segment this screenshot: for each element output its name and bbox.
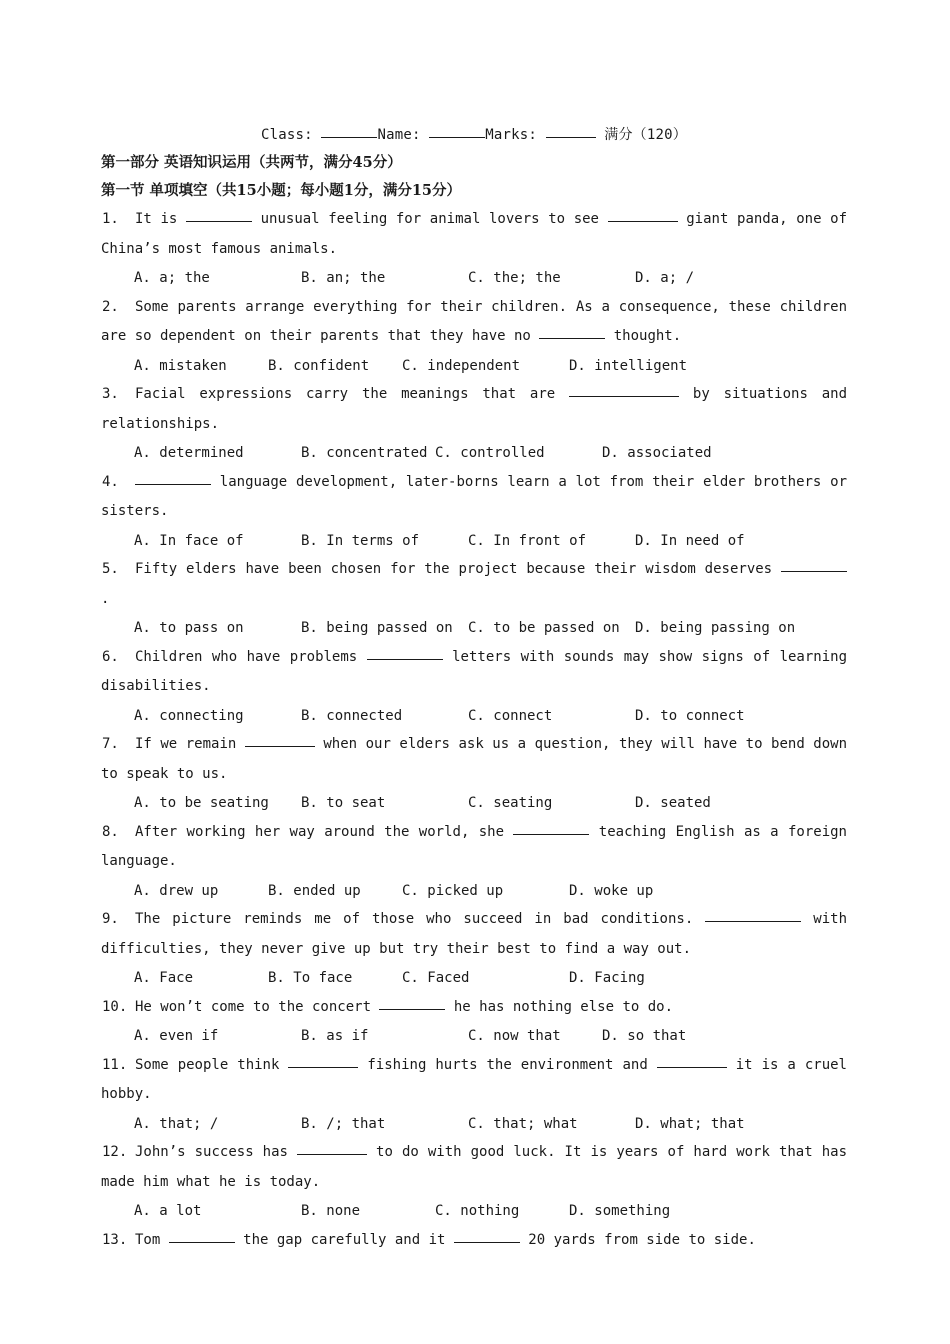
option-b[interactable]: B. concentrated — [301, 445, 428, 461]
question — [101, 555, 847, 614]
question — [101, 468, 847, 527]
option-c[interactable]: C. In front of — [468, 532, 587, 549]
answer-options — [101, 1110, 847, 1139]
answer-options — [101, 439, 847, 468]
option-d[interactable]: D. something — [569, 1203, 671, 1219]
option-d[interactable]: D. being passing on — [635, 620, 796, 636]
question-text: It is — [135, 211, 186, 227]
option-d[interactable]: D. to connect — [635, 707, 745, 724]
question-number: 10. — [102, 998, 128, 1015]
option-b[interactable]: B. as if — [301, 1028, 369, 1044]
answer-options — [101, 1197, 847, 1226]
part1-title: 第一部分 英语知识运用（共两节，满分45分） — [101, 154, 402, 171]
question-text: letters with sounds may show signs of learning disabilities. — [101, 648, 847, 694]
question-text: Some parents arrange everything for their children. As a consequence, these children are so dependent on their parents that they have no — [101, 298, 847, 344]
question-text: giant panda, one of China’s most famous animals. — [101, 211, 847, 257]
answer-blank — [608, 220, 678, 222]
question-number: 2. — [102, 298, 119, 315]
class-blank — [321, 136, 377, 138]
class-label: Class: — [261, 127, 322, 143]
answer-blank — [454, 1241, 520, 1243]
question-text: teaching English as a foreign language. — [101, 823, 847, 869]
option-a[interactable]: A. to be seating — [134, 795, 269, 811]
question-number: 11. — [102, 1056, 128, 1073]
option-a[interactable]: A. a lot — [134, 1203, 202, 1219]
option-b[interactable]: B. connected — [301, 707, 403, 724]
answer-blank — [288, 1066, 358, 1068]
option-b[interactable]: B. confident — [268, 357, 370, 374]
question-text: fishing hurts the environment and — [358, 1056, 657, 1073]
question-text: John’s success has — [135, 1144, 297, 1160]
question-text: thought. — [605, 328, 682, 344]
question-text: Fifty elders have been chosen for the project because their wisdom deserves — [135, 561, 781, 577]
question — [101, 818, 847, 877]
question-text: by situations and relationships. — [101, 386, 848, 432]
question-text: After working her way around the world, she — [135, 823, 514, 840]
question-text: Facial expressions carry the meanings that are — [135, 386, 570, 402]
option-a[interactable]: A. Face — [134, 970, 194, 986]
option-d[interactable]: D. seated — [635, 795, 711, 811]
answer-blank — [169, 1241, 235, 1243]
marks-label: Marks: — [485, 127, 546, 143]
question-number: 7. — [102, 736, 119, 752]
question-text: If we remain — [135, 736, 245, 752]
answer-blank — [245, 745, 315, 747]
option-a[interactable]: A. drew up — [134, 882, 219, 899]
option-d[interactable]: D. Facing — [569, 970, 645, 986]
option-b[interactable]: B. ended up — [268, 882, 361, 899]
question-text: when our elders ask us a question, they will have to bend down to speak to us. — [101, 736, 847, 782]
section1-title: 第一节 单项填空（共15小题；每小题1分，满分15分） — [101, 182, 461, 199]
question-text: . — [101, 590, 110, 607]
name-blank — [429, 136, 485, 138]
option-d[interactable]: D. In need of — [635, 532, 745, 549]
question-text: he has nothing else to do. — [445, 998, 674, 1015]
answer-options — [101, 789, 847, 818]
answer-options — [101, 264, 847, 293]
question-number: 5. — [102, 561, 119, 577]
answer-blank — [705, 920, 801, 922]
answer-options — [101, 614, 847, 643]
option-c[interactable]: C. the; the — [468, 270, 561, 286]
option-a[interactable]: A. determined — [134, 445, 244, 461]
option-b[interactable]: B. to seat — [301, 795, 386, 811]
option-c[interactable]: C. to be passed on — [468, 620, 620, 636]
option-b[interactable]: B. none — [301, 1203, 361, 1219]
option-b[interactable]: B. an; the — [301, 270, 386, 286]
option-c[interactable]: C. now that — [468, 1028, 561, 1044]
answer-options — [101, 352, 847, 381]
option-b[interactable]: B. /; that — [301, 1115, 386, 1132]
header-line — [101, 125, 847, 145]
option-a[interactable]: A. that; / — [134, 1115, 219, 1132]
question-text: 20 yards from side to side. — [519, 1231, 756, 1248]
question-text: it is a cruel hobby. — [101, 1056, 847, 1102]
option-c[interactable]: C. that; what — [468, 1115, 578, 1132]
question-text: He won’t come to the concert — [135, 998, 380, 1015]
question-text: unusual feeling for animal lovers to see — [251, 211, 608, 227]
question-text: language development, later-borns learn a lot from their elder brothers or sisters. — [101, 473, 847, 519]
question-text: Children who have problems — [135, 648, 367, 665]
option-b[interactable]: B. To face — [268, 970, 353, 986]
question — [101, 730, 847, 789]
question — [101, 643, 847, 702]
full-marks: 满分（120） — [604, 127, 687, 143]
option-a[interactable]: A. connecting — [134, 707, 244, 724]
answer-blank — [539, 337, 605, 339]
option-a[interactable]: A. to pass on — [134, 620, 244, 636]
option-d[interactable]: D. intelligent — [569, 357, 688, 374]
option-a[interactable]: A. even if — [134, 1028, 219, 1044]
option-b[interactable]: B. being passed on — [301, 620, 453, 636]
option-a[interactable]: A. a; the — [134, 270, 210, 286]
answer-blank — [186, 220, 252, 222]
option-a[interactable]: A. In face of — [134, 532, 244, 549]
question-number: 6. — [102, 648, 119, 665]
option-b[interactable]: B. In terms of — [301, 532, 420, 549]
question — [101, 293, 847, 352]
option-c[interactable]: C. connect — [468, 707, 553, 724]
option-d[interactable]: D. what; that — [635, 1115, 745, 1132]
question-text: Some people think — [135, 1056, 289, 1073]
option-c[interactable]: C. seating — [468, 795, 553, 811]
answer-blank — [657, 1066, 727, 1068]
answer-options — [101, 964, 847, 993]
option-d[interactable]: D. woke up — [569, 882, 654, 899]
option-c[interactable]: C. picked up — [402, 882, 504, 899]
question-number: 1. — [102, 211, 119, 227]
marks-blank — [546, 136, 596, 138]
option-d[interactable]: D. associated — [602, 445, 712, 461]
option-d[interactable]: D. a; / — [635, 270, 695, 286]
exam-page — [101, 125, 847, 1255]
question — [101, 205, 847, 264]
option-d[interactable]: D. so that — [602, 1028, 687, 1044]
question-text: The picture reminds me of those who succeed in bad conditions. — [135, 911, 706, 927]
question — [101, 1226, 847, 1256]
question-number: 8. — [102, 823, 119, 840]
answer-options — [101, 877, 847, 906]
answer-blank — [379, 1008, 445, 1010]
question — [101, 993, 847, 1023]
answer-options — [101, 1022, 847, 1051]
name-label: Name: — [377, 127, 430, 143]
option-c[interactable]: C. nothing — [435, 1203, 520, 1219]
question — [101, 1051, 847, 1110]
option-c[interactable]: C. independent — [402, 357, 521, 374]
answer-blank — [781, 570, 847, 572]
question — [101, 1138, 847, 1197]
question-number: 3. — [102, 386, 119, 402]
question — [101, 380, 847, 439]
option-a[interactable]: A. mistaken — [134, 357, 227, 374]
question-text: Tom — [135, 1231, 169, 1248]
answer-blank — [513, 833, 589, 835]
question-text: to do with good luck. It is years of hard work that has made him what he is today. — [101, 1144, 847, 1190]
question-number: 9. — [102, 911, 119, 927]
question-number: 12. — [102, 1144, 128, 1160]
answer-options — [101, 702, 847, 731]
question — [101, 905, 847, 964]
question-number: 4. — [102, 473, 119, 490]
option-c[interactable]: C. controlled — [435, 445, 545, 461]
answer-blank — [569, 395, 679, 397]
option-c[interactable]: C. Faced — [402, 970, 470, 986]
answer-blank — [367, 658, 443, 660]
question-text: the gap carefully and it — [234, 1231, 454, 1248]
answer-blank — [135, 483, 211, 485]
question-number: 13. — [102, 1231, 128, 1248]
question-text: with difficulties, they never give up but try their best to find a way out. — [101, 911, 847, 957]
answer-blank — [297, 1153, 367, 1155]
answer-options — [101, 527, 847, 556]
